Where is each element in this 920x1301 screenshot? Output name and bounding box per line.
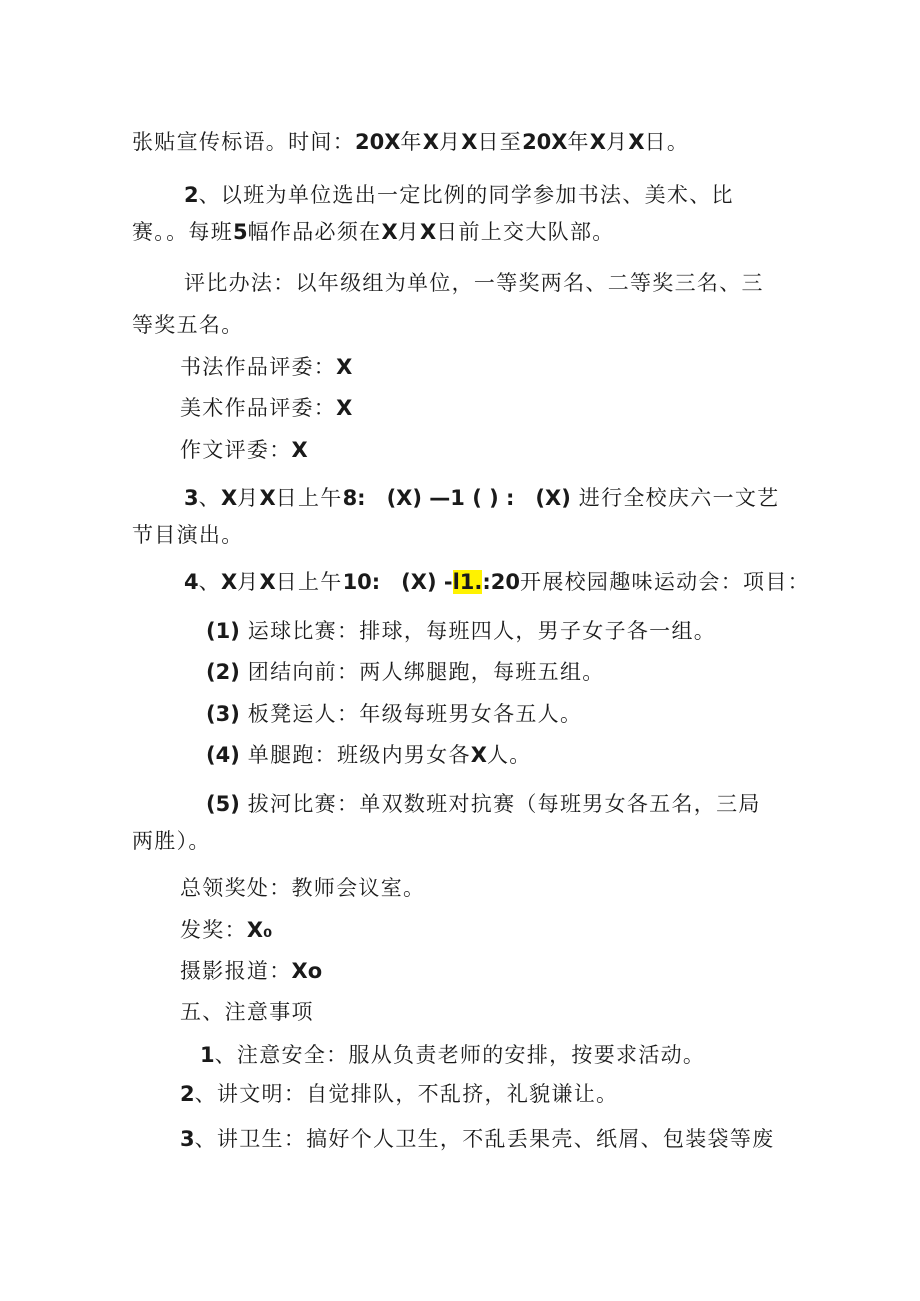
text-segment: 美术作品评委： xyxy=(180,396,337,420)
text-line xyxy=(184,567,810,597)
text-segment: 作文评委： xyxy=(180,438,292,462)
text-segment: X₀ xyxy=(246,918,273,942)
text-segment: 8: (X) —1 ( ) : (X) xyxy=(342,486,571,510)
text-segment: (5) xyxy=(206,792,240,816)
text-segment: X xyxy=(336,355,353,379)
text-segment: (2) xyxy=(206,660,240,684)
text-line xyxy=(180,915,272,945)
text-segment: X xyxy=(419,220,437,244)
text-segment: X xyxy=(470,743,487,767)
text-segment: X xyxy=(259,570,276,594)
text-segment: (3) xyxy=(206,702,240,726)
text-segment: X xyxy=(259,486,276,510)
text-line xyxy=(200,1040,705,1070)
text-segment: 月 xyxy=(237,486,260,510)
text-segment: 团结向前：两人绑腿跑，每班五组。 xyxy=(239,660,605,684)
text-line xyxy=(132,217,615,247)
text-line xyxy=(206,740,532,770)
text-segment: 开展校园趣味运动会：项目： xyxy=(520,570,810,594)
text-segment: 5 xyxy=(233,220,248,244)
text-line xyxy=(132,520,244,550)
text-segment: 总领奖处：教师会议室。 xyxy=(180,876,426,900)
text-segment: 发奖： xyxy=(180,918,247,942)
text-segment: 节目演出。 xyxy=(132,523,244,547)
text-segment: 2 xyxy=(184,183,199,207)
text-segment: 日上午 xyxy=(275,486,343,510)
text-segment: X xyxy=(291,438,308,462)
text-segment: 月 xyxy=(397,220,420,244)
text-segment: 书法作品评委： xyxy=(180,355,337,379)
text-line xyxy=(180,873,425,903)
text-segment: 20X xyxy=(355,130,401,154)
text-segment: Xo xyxy=(291,959,323,983)
text-segment: 、以班为单位选出一定比例的同学参加书法、美术、比 xyxy=(198,183,734,207)
text-segment: 进行全校庆六一文艺 xyxy=(570,486,780,510)
text-segment: 10: (X) - xyxy=(342,570,453,594)
text-segment: 拔河比赛：单双数班对抗赛（每班男女各五名，三局 xyxy=(239,792,761,816)
text-segment: 年 xyxy=(567,130,590,154)
text-line xyxy=(206,657,605,687)
text-segment: 板凳运人：年级每班男女各五人。 xyxy=(239,702,583,726)
text-segment: 月 xyxy=(237,570,260,594)
text-segment: :20 xyxy=(482,570,521,594)
text-line xyxy=(180,393,352,423)
text-segment: X xyxy=(220,486,238,510)
text-line xyxy=(184,268,764,298)
text-line xyxy=(206,699,582,729)
text-segment: 、注意安全：服从负责老师的安排，按要求活动。 xyxy=(214,1043,706,1067)
text-segment: 、讲文明：自觉排队，不乱挤，礼貌谦让。 xyxy=(194,1082,619,1106)
text-segment: 、讲卫生：搞好个人卫生，不乱丢果壳、纸屑、包装袋等废 xyxy=(194,1127,775,1151)
text-line xyxy=(180,1079,618,1109)
text-segment: X xyxy=(589,130,606,154)
text-line xyxy=(184,483,779,513)
text-segment: 日上午 xyxy=(275,570,343,594)
text-segment: (4) xyxy=(206,743,240,767)
text-segment: 4 xyxy=(184,570,199,594)
text-line xyxy=(132,826,211,856)
text-line xyxy=(180,352,352,382)
text-segment: 幅作品必须在 xyxy=(247,220,382,244)
text-line xyxy=(206,789,761,819)
text-segment: X xyxy=(461,130,478,154)
text-line xyxy=(180,997,314,1027)
text-line xyxy=(184,180,734,210)
highlighted-text: l1. xyxy=(452,570,483,594)
text-segment: 单腿跑：班级内男女各 xyxy=(239,743,471,767)
text-segment: 评比办法：以年级组为单位，一等奖两名、二等奖三名、三 xyxy=(184,271,764,295)
text-segment: X xyxy=(628,130,645,154)
text-segment: 赛。。每班 xyxy=(132,220,233,244)
text-segment: 3 xyxy=(180,1127,195,1151)
text-segment: 两胜）。 xyxy=(132,829,211,853)
text-segment: 1 xyxy=(200,1043,215,1067)
text-segment: 3 xyxy=(184,486,199,510)
text-segment: X xyxy=(220,570,238,594)
text-segment: (1) xyxy=(206,619,240,643)
text-segment: 日。 xyxy=(644,130,690,154)
text-segment: 年 xyxy=(400,130,423,154)
text-line xyxy=(132,310,244,340)
text-segment: 月 xyxy=(438,130,462,154)
text-segment: 摄影报道： xyxy=(180,959,292,983)
text-segment: 日前上交大队部。 xyxy=(436,220,615,244)
text-segment: X xyxy=(422,130,439,154)
text-segment: 日至 xyxy=(477,130,523,154)
text-line xyxy=(206,616,716,646)
text-segment: 人。 xyxy=(487,743,532,767)
text-segment: X xyxy=(336,396,353,420)
text-segment: 、 xyxy=(198,570,221,594)
text-segment: 2 xyxy=(180,1082,195,1106)
text-segment: 、 xyxy=(198,486,221,510)
text-segment: 等奖五名。 xyxy=(132,313,244,337)
text-line xyxy=(132,127,689,157)
text-line xyxy=(180,956,322,986)
text-segment: 20X xyxy=(522,130,568,154)
text-segment: 五、注意事项 xyxy=(180,1000,314,1024)
text-segment: 张贴宣传标语。时间： xyxy=(132,130,355,154)
text-segment: X xyxy=(381,220,398,244)
text-segment: 月 xyxy=(606,130,629,154)
text-segment: 运球比赛：排球，每班四人，男子女子各一组。 xyxy=(239,619,717,643)
text-line xyxy=(180,1124,774,1154)
text-line xyxy=(180,435,308,465)
